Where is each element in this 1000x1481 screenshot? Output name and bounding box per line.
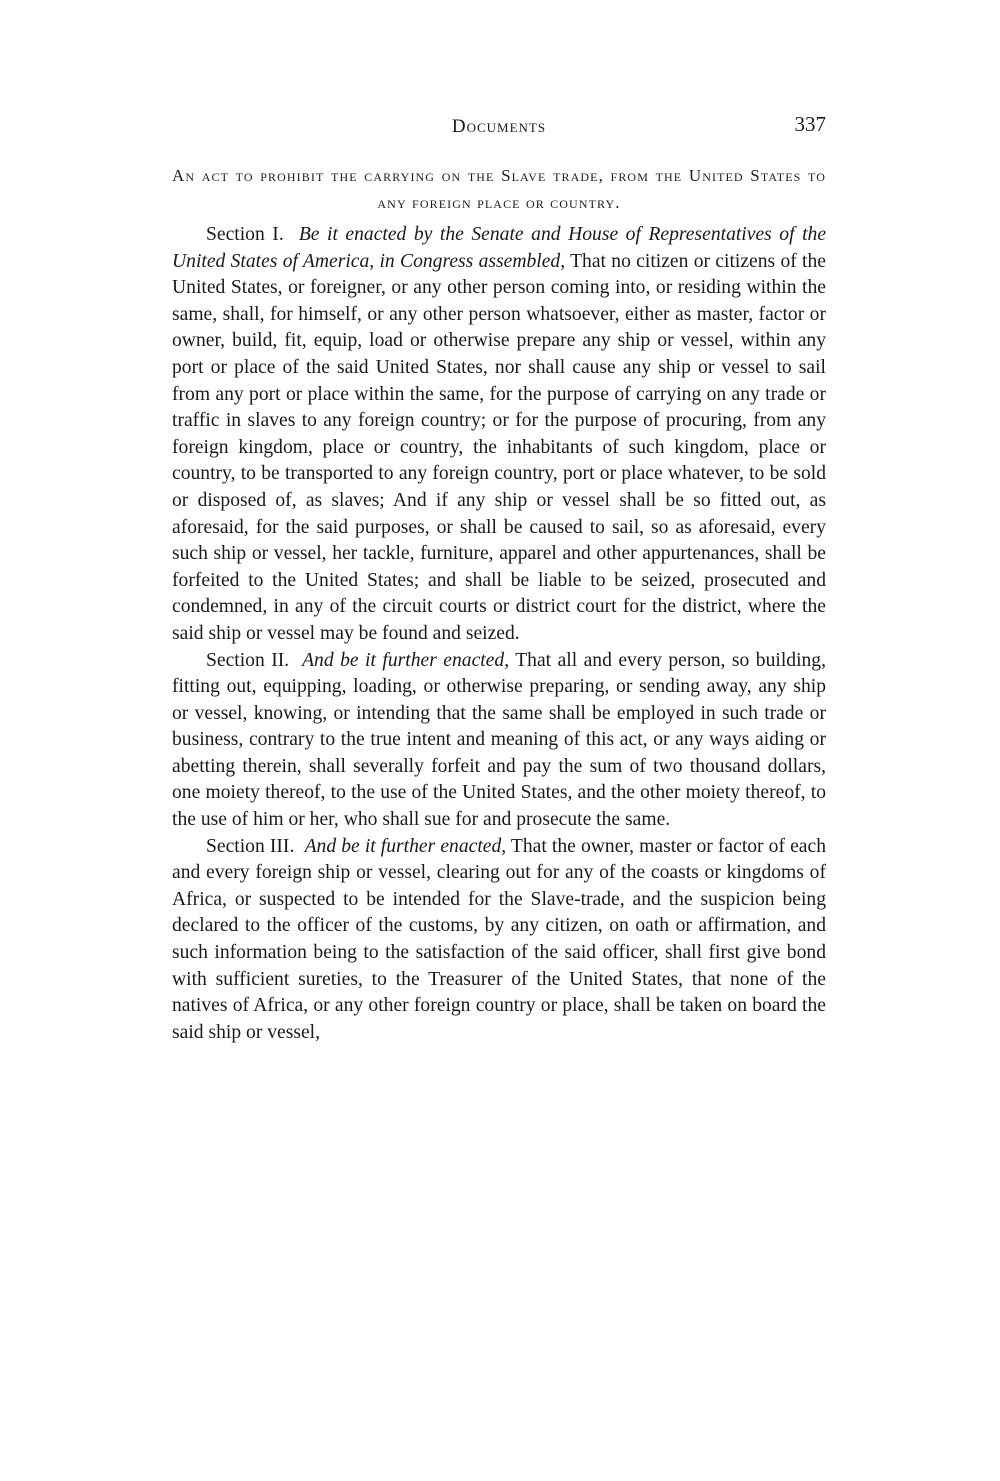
document-page	[172, 108, 826, 1046]
act-title: An act to prohibit the carrying on the Slave trade, from the United States to any foreign place or country.	[172, 166, 826, 212]
section-3	[172, 834, 826, 1047]
section-3-enacting-clause: And be it further enacted,	[304, 835, 507, 857]
section-3-text: That the owner, master or factor of each and every foreign ship or vessel, clearing out for any of the coasts or kingdoms of Africa, or suspected to be intended for the Slave-trade, and the suspicion being declared to the officer of the customs, by any citizen, on oath or affirmation, and such information being to the satisfaction of the said officer, shall first give bond with sufficient sureties, to the Treasurer of the United States, that none of the natives of Africa, or any other foreign country or place, shall be taken on board the said ship or vessel,	[172, 835, 826, 1043]
page-number: 337	[794, 112, 826, 136]
running-head-title: Documents	[451, 116, 547, 137]
section-2	[172, 648, 826, 834]
section-2-text: That all and every person, so building, fitting out, equipping, loading, or otherwise preparing, or sending away, any ship or vessel, knowing, or intending that the same shall be employed in such trade or business, contrary to the true intent and meaning of this act, or any ways aiding or abetting therein, shall severally forfeit and pay the sum of two thousand dollars, one moiety thereof, to the use of the United States, and the other moiety thereof, to the use of him or her, who shall sue for and prosecute the same.	[172, 649, 827, 831]
section-2-enacting-clause: And be it further enacted,	[302, 649, 510, 671]
section-3-label: Section III.	[206, 835, 295, 857]
section-2-label: Section II.	[206, 649, 290, 671]
section-1-enacting-clause: Be it enacted by the Senate and House of Representatives of the United States of America, in Congress assembled,	[172, 224, 827, 272]
section-1-label: Section I.	[206, 224, 284, 245]
running-head	[172, 108, 826, 140]
section-1	[172, 222, 826, 648]
section-1-text: That no citizen or citizens of the United States, or foreigner, or any other person coming into, or residing within the same, shall, for himself, or any other person whatsoever, either as master, factor or owner, build, fit, equip, load or otherwise prepare any ship or vessel, within any port or place of the said United States, nor shall cause any ship or vessel to sail from any port or place within the same, for the purpose of carrying on any trade or traffic in slaves to any foreign country; or for the purpose of procuring, from any foreign kingdom, place or country, the inhabitants of such kingdom, place or country, to be transported to any foreign country, port or place whatever, to be sold or disposed of, as slaves; And if any ship or vessel shall be so fitted out, as aforesaid, for the said purposes, or shall be caused to sail, so as aforesaid, every such ship or vessel, her tackle, furniture, apparel and other appurtenances, shall be forfeited to the United States; and shall be liable to be seized, prosecuted and condemned, in any of the circuit courts or district court for the district, where the said ship or vessel may be found and seized.	[172, 250, 826, 644]
